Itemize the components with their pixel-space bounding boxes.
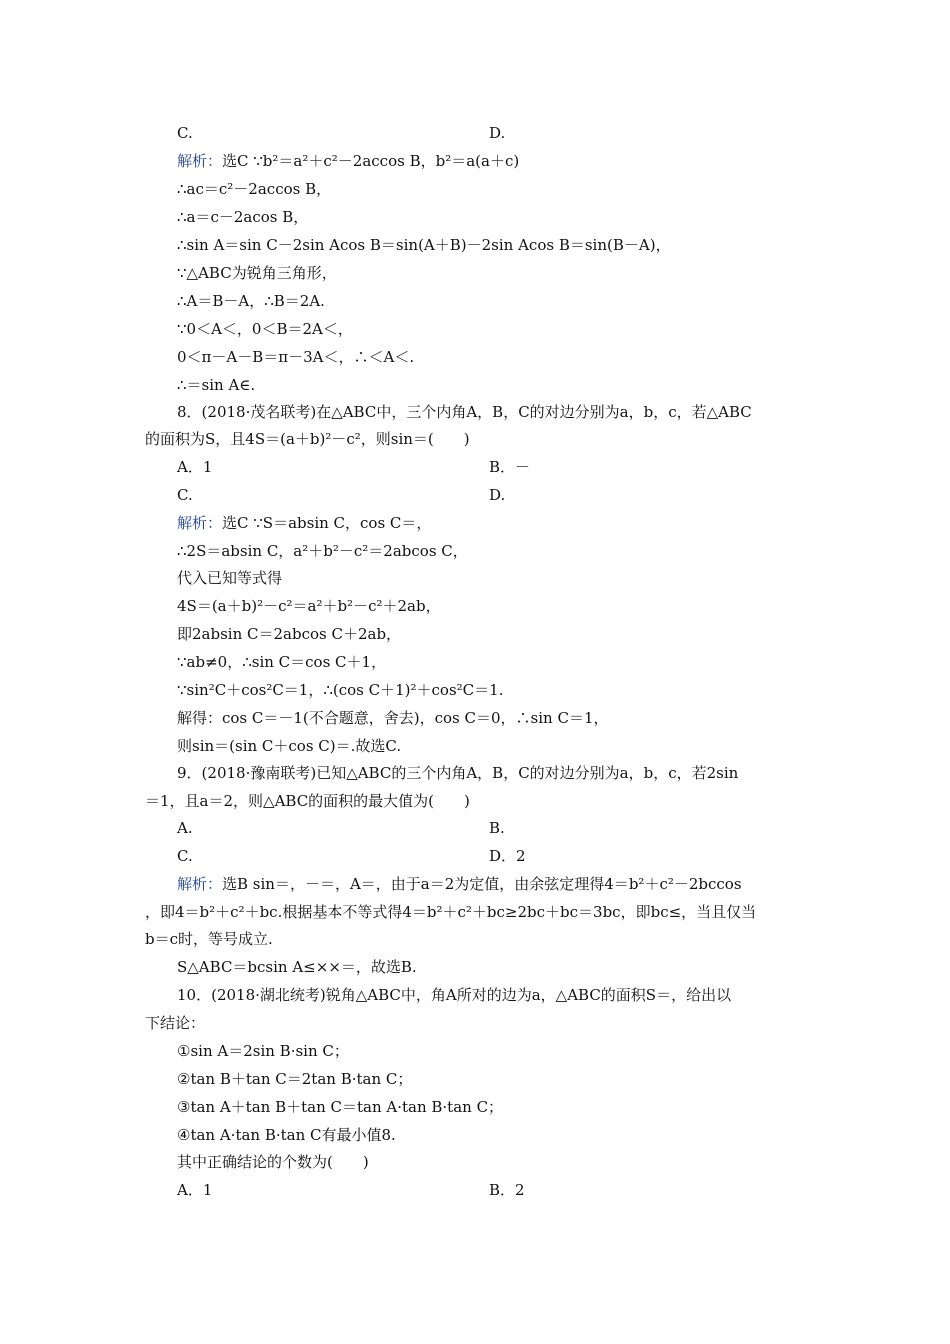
solution-line: ∴＝sin A∈. (177, 376, 256, 394)
option-c: C. (177, 124, 193, 142)
solution-line: ∵sin²C＋cos²C＝1，∴(cos C＋1)²＋cos²C＝1. (177, 681, 504, 699)
solution-tag: 解析： (177, 875, 223, 893)
option-a: A. (177, 819, 193, 837)
conclusion-4: ④tan A·tan B·tan C有最小值8. (177, 1126, 396, 1144)
solution-line: 0＜π－A－B＝π－3A＜，∴＜A＜. (177, 348, 415, 366)
option-b: B．2 (489, 1181, 525, 1199)
option-a: A．1 (177, 1181, 213, 1199)
solution-line: b＝c时，等号成立. (145, 930, 273, 948)
question-10-cont: 下结论： (145, 1014, 206, 1032)
option-c: C. (177, 486, 193, 504)
solution-line: ∴sin A＝sin C－2sin Acos B＝sin(A＋B)－2sin Acos B＝sin(B－A)， (177, 236, 671, 254)
solution-line: ∴ac＝c²－2accos B， (177, 180, 332, 198)
solution-tag: 解析： (177, 152, 223, 170)
option-d: D. (489, 124, 506, 142)
solution-line: 即2absin C＝2abcos C＋2ab， (177, 625, 402, 643)
question-10-ask: 其中正确结论的个数为( ) (177, 1153, 369, 1171)
conclusion-3: ③tan A＋tan B＋tan C＝tan A·tan B·tan C； (177, 1098, 504, 1116)
solution-line: ∵△ABC为锐角三角形， (177, 264, 337, 282)
conclusion-1: ①sin A＝2sin B·sin C； (177, 1042, 349, 1060)
solution-line: 解得：cos C＝－1(不合题意，舍去)，cos C＝0，∴sin C＝1， (177, 709, 609, 727)
solution-line: ∴2S＝absin C，a²＋b²－c²＝2abcos C， (177, 542, 468, 560)
question-8: 8．(2018·茂名联考)在△ABC中，三个内角A，B，C的对边分别为a，b，c，若△ABC (177, 403, 752, 421)
solution-line: ∴a＝c－2acos B， (177, 208, 309, 226)
solution-line (177, 874, 742, 894)
solution-line: 则sin＝(sin C＋cos C)＝.故选C. (177, 737, 402, 755)
solution-line: ∴A＝B－A，∴B＝2A. (177, 292, 325, 310)
option-c: C. (177, 847, 193, 865)
solution-line: ∵0＜A＜，0＜B＝2A＜， (177, 320, 353, 338)
solution-line: ，即4＝b²＋c²＋bc.根据基本不等式得4＝b²＋c²＋bc≥2bc＋bc＝3bc，即bc≤，当且仅当 (145, 903, 757, 921)
solution-line: 代入已知等式得 (177, 569, 283, 587)
option-d: D. (489, 486, 506, 504)
solution-tag: 解析： (177, 514, 223, 532)
solution-line: 4S＝(a＋b)²－c²＝a²＋b²－c²＋2ab， (177, 597, 441, 615)
solution-line (177, 151, 519, 171)
solution-line: ∵ab≠0，∴sin C＝cos C＋1， (177, 653, 387, 671)
conclusion-2: ②tan B＋tan C＝2tan B·tan C； (177, 1070, 413, 1088)
solution-line: S△ABC＝bcsin A≤××＝，故选B. (177, 958, 417, 976)
solution-text: 选C ∵S＝absin C，cos C＝， (222, 514, 432, 532)
option-b: B. (489, 819, 505, 837)
option-a: A．1 (177, 458, 213, 476)
solution-line (177, 513, 431, 533)
solution-text: 选B sin＝，－＝，A＝，由于a＝2为定值，由余弦定理得4＝b²＋c²－2bccos (222, 875, 742, 893)
question-8-cont: 的面积为S，且4S＝(a＋b)²－c²，则sin＝( ) (145, 430, 470, 448)
option-b: B．－ (489, 458, 531, 476)
question-10: 10．(2018·湖北统考)锐角△ABC中，角A所对的边为a，△ABC的面积S＝，给出以 (177, 986, 732, 1004)
solution-text: 选C ∵b²＝a²＋c²－2accos B，b²＝a(a＋c) (222, 152, 520, 170)
question-9-cont: ＝1，且a＝2，则△ABC的面积的最大值为( ) (145, 792, 470, 810)
option-d: D．2 (489, 847, 526, 865)
question-9: 9．(2018·豫南联考)已知△ABC的三个内角A，B，C的对边分别为a，b，c，若2sin (177, 764, 739, 782)
